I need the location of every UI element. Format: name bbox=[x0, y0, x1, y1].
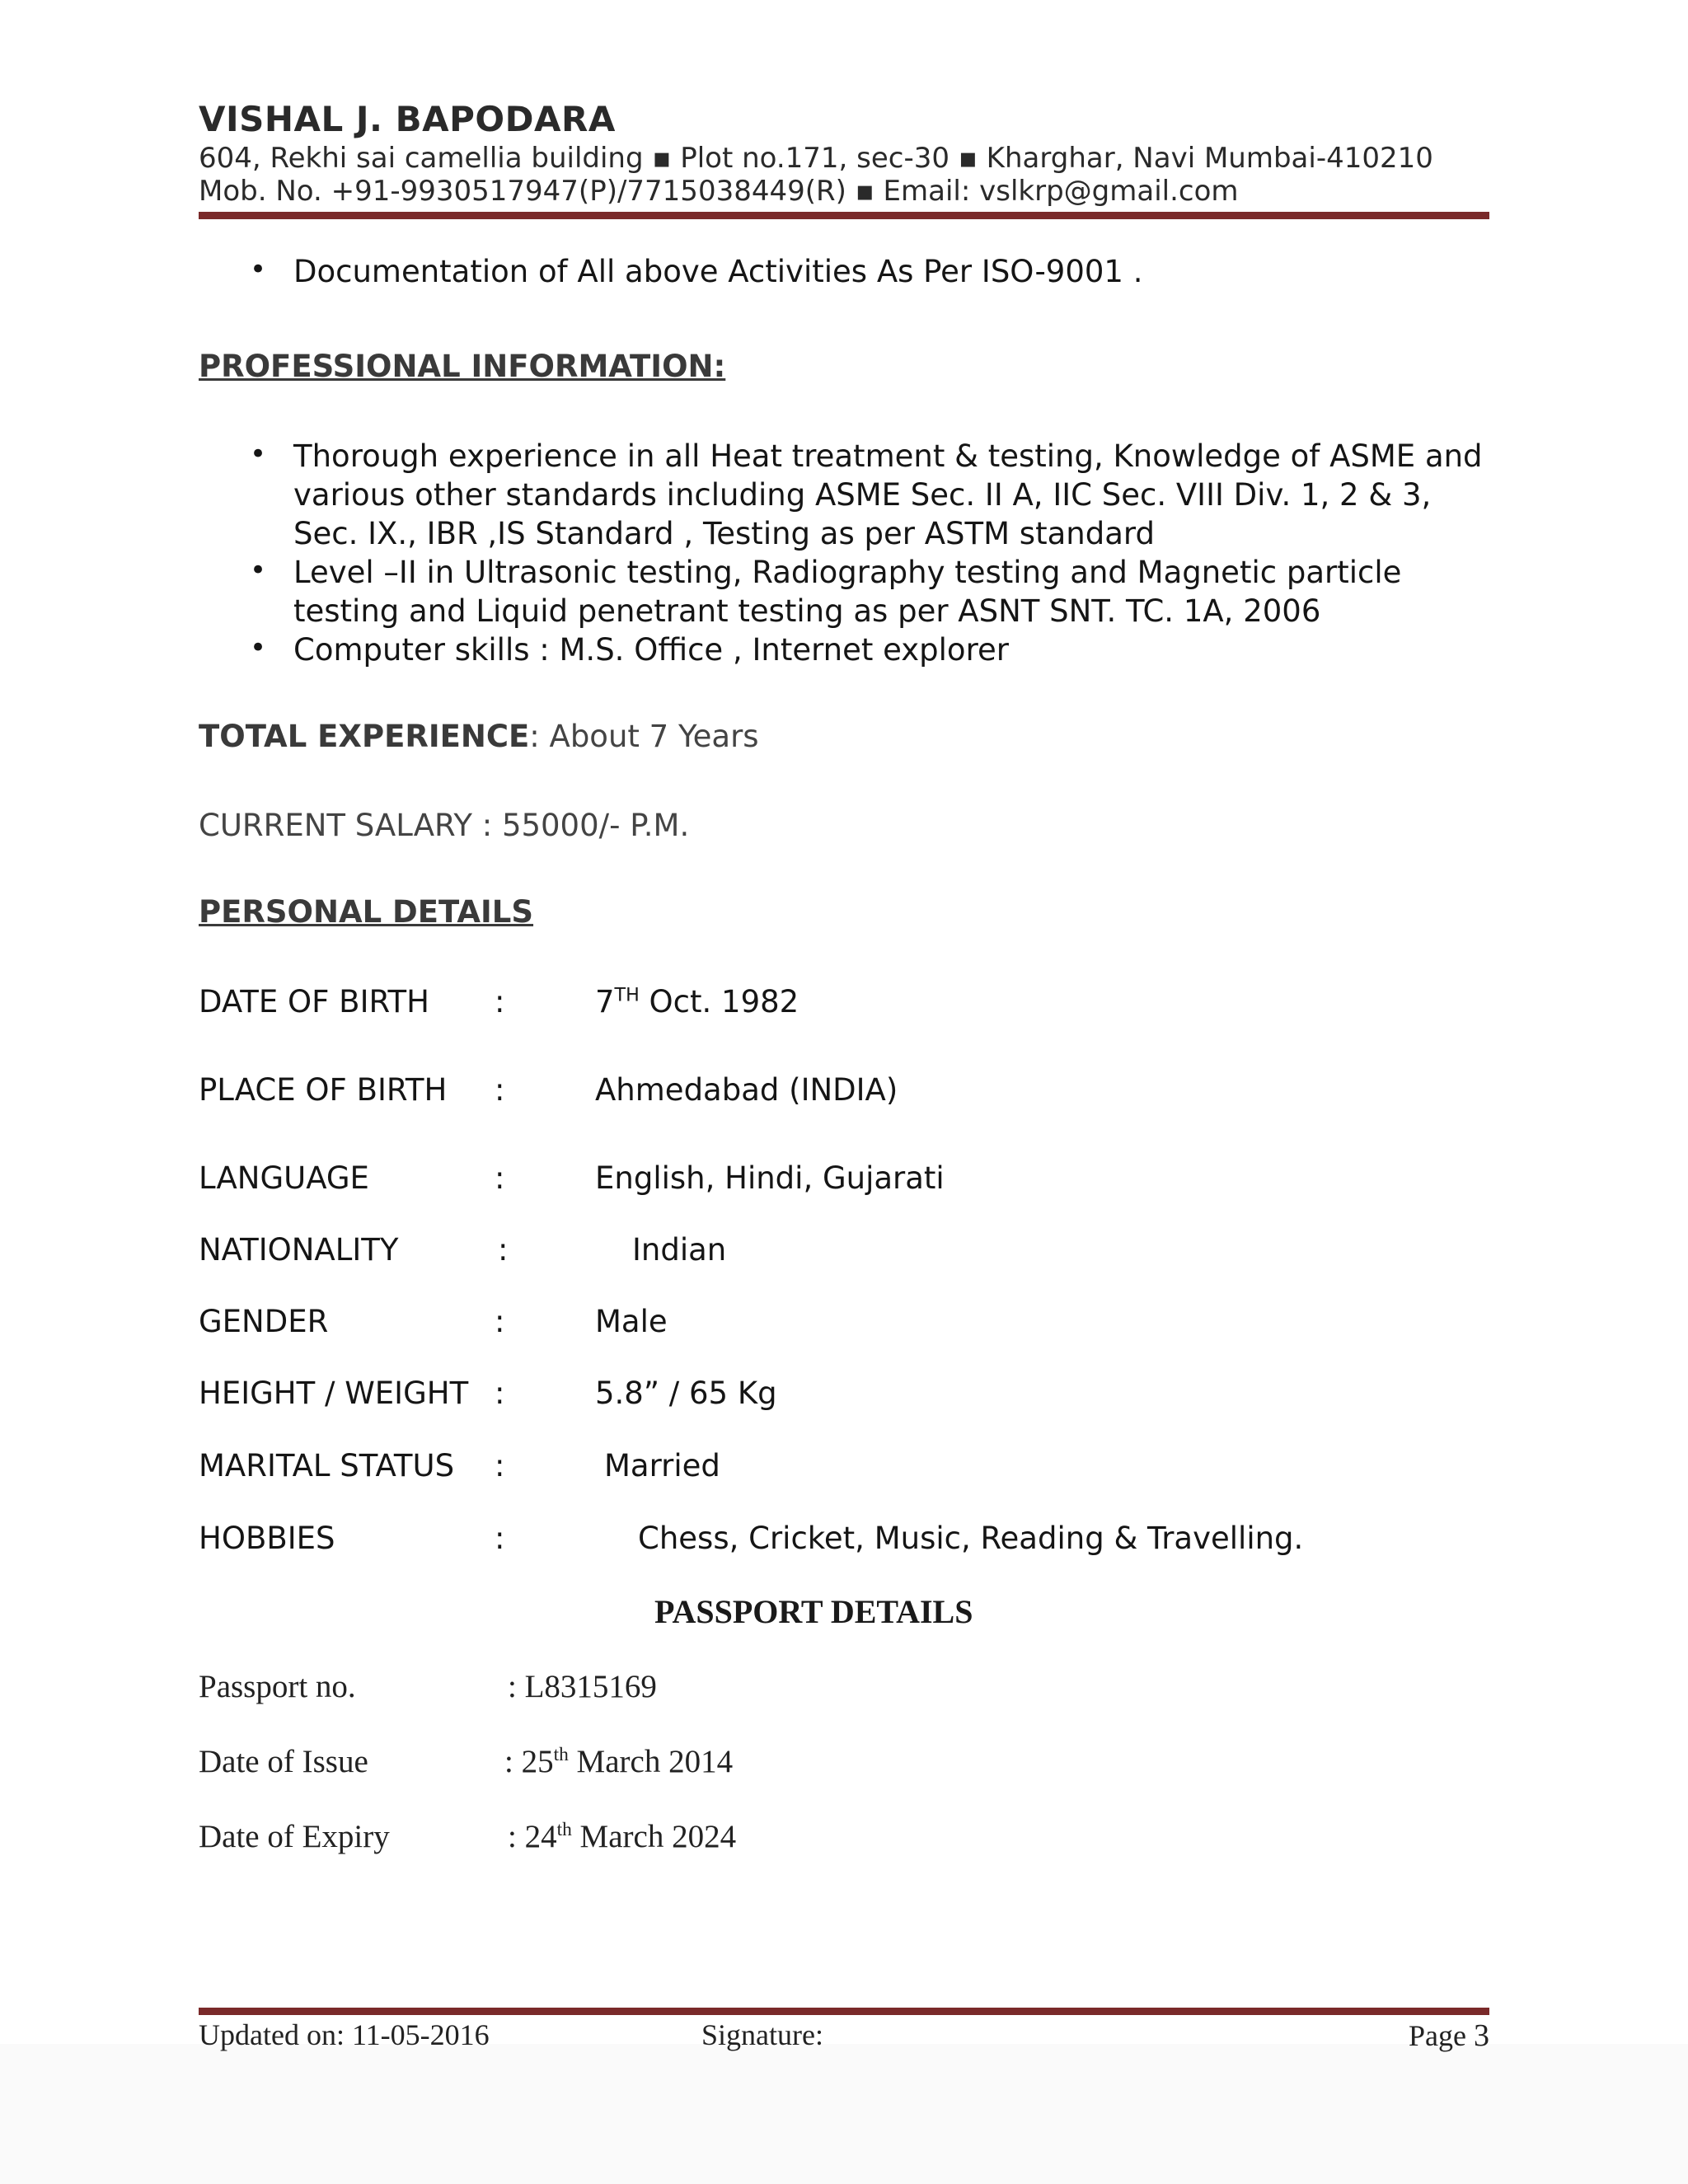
marital-value: Married bbox=[604, 1448, 720, 1483]
page-number: Page 3 bbox=[1409, 2018, 1489, 2053]
nationality-value: Indian bbox=[632, 1232, 727, 1268]
marital-colon: : bbox=[495, 1448, 505, 1483]
issue-value: : 25th March 2014 bbox=[504, 1744, 734, 1779]
nationality-label: NATIONALITY bbox=[199, 1232, 399, 1268]
gender-label: GENDER bbox=[199, 1304, 329, 1339]
pob-label: PLACE OF BIRTH bbox=[199, 1072, 448, 1108]
hobbies-value: Chess, Cricket, Music, Reading & Travelling. bbox=[638, 1521, 1304, 1556]
updated-date: Updated on: 11-05-2016 bbox=[199, 2018, 490, 2051]
passport-heading: PASSPORT DETAILS bbox=[654, 1593, 973, 1630]
nationality-colon: : bbox=[498, 1232, 509, 1268]
dob-value: 7TH Oct. 1982 bbox=[595, 984, 799, 1019]
height-weight-value: 5.8” / 65 Kg bbox=[595, 1376, 777, 1411]
professional-list bbox=[199, 437, 1493, 669]
experience-value: : About 7 Years bbox=[529, 719, 759, 754]
contact-line: Mob. No. +91-9930517947(P)/7715038449(R) ▪ Email: vslkrp@gmail.com bbox=[199, 175, 1239, 208]
marital-label: MARITAL STATUS bbox=[199, 1448, 455, 1483]
list-item: • Thorough experience in all Heat treatment & testing, Knowledge of ASME and various other standards including ASME Sec. II A, IIC Sec. VIII Div. 1, 2 & 3, Sec. IX., IBR ,IS Standard , Testing as per ASTM standard bbox=[199, 437, 1493, 553]
height-weight-label: HEIGHT / WEIGHT bbox=[199, 1376, 469, 1411]
candidate-name: VISHAL J. BAPODARA bbox=[199, 99, 616, 139]
experience-row bbox=[199, 717, 759, 756]
experience-label: TOTAL EXPERIENCE bbox=[199, 719, 530, 754]
expiry-label: Date of Expiry bbox=[199, 1819, 390, 1854]
language-value: English, Hindi, Gujarati bbox=[595, 1160, 945, 1196]
gender-value: Male bbox=[595, 1304, 668, 1339]
signature-label: Signature: bbox=[701, 2018, 823, 2051]
language-label: LANGUAGE bbox=[199, 1160, 369, 1196]
personal-heading: PERSONAL DETAILS bbox=[199, 894, 534, 930]
dob-label: DATE OF BIRTH bbox=[199, 984, 429, 1019]
passport-no-value: : L8315169 bbox=[508, 1669, 657, 1704]
address-line: 604, Rekhi sai camellia building ▪ Plot no.171, sec-30 ▪ Kharghar, Navi Mumbai-410210 bbox=[199, 142, 1433, 175]
professional-heading: PROFESSIONAL INFORMATION: bbox=[199, 349, 726, 384]
dob-colon: : bbox=[495, 984, 505, 1019]
header-rule bbox=[199, 212, 1489, 219]
height-weight-colon: : bbox=[495, 1376, 505, 1411]
issue-label: Date of Issue bbox=[199, 1744, 368, 1779]
passport-no-label: Passport no. bbox=[199, 1669, 356, 1704]
pob-colon: : bbox=[495, 1072, 505, 1108]
salary-line: CURRENT SALARY : 55000/- P.M. bbox=[199, 808, 690, 843]
language-colon: : bbox=[495, 1160, 505, 1196]
hobbies-colon: : bbox=[495, 1521, 505, 1556]
list-item: • Level –II in Ultrasonic testing, Radiography testing and Magnetic particle testing and Liquid penetrant testing as per ASNT SNT. TC. 1A, 2006 bbox=[199, 553, 1493, 630]
top-bullet-list bbox=[199, 252, 1489, 291]
expiry-value: : 24th March 2024 bbox=[508, 1819, 737, 1854]
gender-colon: : bbox=[495, 1304, 505, 1339]
list-item: • Documentation of All above Activities As Per ISO-9001 . bbox=[199, 252, 1489, 291]
footer-background bbox=[0, 2044, 1688, 2184]
hobbies-label: HOBBIES bbox=[199, 1521, 335, 1556]
list-item: • Computer skills : M.S. Office , Internet explorer bbox=[199, 630, 1493, 669]
pob-value: Ahmedabad (INDIA) bbox=[595, 1072, 898, 1108]
footer-rule bbox=[199, 2008, 1489, 2015]
